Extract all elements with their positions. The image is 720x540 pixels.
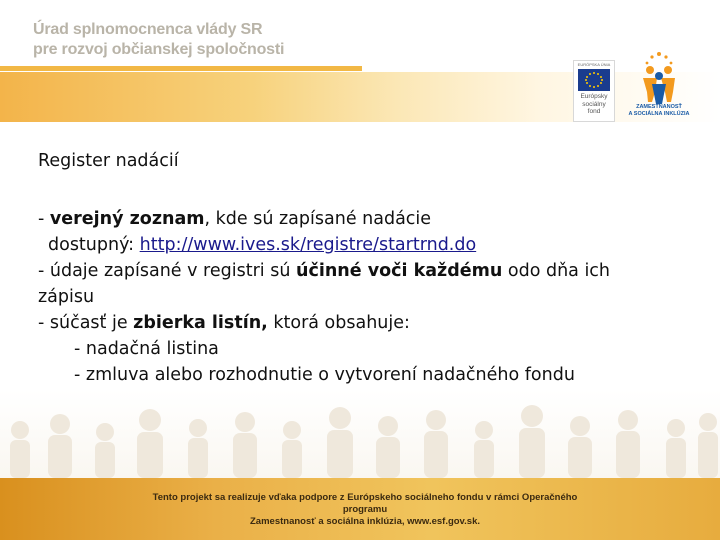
crowd-silhouette-icon (0, 390, 720, 478)
item1-rest: , kde sú zapísané nadácie (204, 209, 432, 229)
item2-rest: odo dňa ich (502, 261, 611, 281)
employment-logo-line1: ZAMESTNANOSŤ (636, 104, 682, 110)
employment-logo-text (628, 104, 690, 118)
list-item (38, 206, 688, 232)
eu-logo-caption: EURÓPSKA ÚNIA (577, 62, 611, 67)
employment-inclusion-logo (628, 48, 690, 122)
footer-line2: Zamestnanosť a sociálna inklúzia, www.esf.gov.sk. (250, 516, 480, 527)
slide-title: Register nadácií (38, 151, 179, 171)
item2-prefix: - údaje zapísané v registri sú (38, 261, 296, 281)
item3-rest: ktorá obsahuje: (267, 313, 410, 333)
sub-list-item: - nadačná listina (74, 339, 219, 359)
item1-cont: dostupný: (48, 235, 140, 255)
list-item (38, 310, 688, 336)
esf-logo-text (574, 93, 614, 116)
employment-logo-line2: A SOCIÁLNA INKLÚZIA (628, 111, 690, 117)
footer-line1: Tento projekt sa realizuje vďaka podpore z Európskeho sociálneho fondu v rámci Operačného programu (152, 492, 578, 515)
esf-logo-line3: fond (587, 108, 601, 115)
header-accent-line (0, 66, 362, 71)
footer-funding-note (140, 492, 590, 528)
sub-list-item: - zmluva alebo rozhodnutie o vytvorení nadačného fondu (74, 365, 575, 385)
esf-logo-line2: sociálny (582, 100, 606, 108)
item3-bold: zbierka listín, (133, 313, 268, 333)
list-item-continuation (38, 232, 688, 258)
organization-title (33, 20, 284, 60)
organization-title-line2: pre rozvoj občianskej spoločnosti (33, 41, 285, 58)
item1-prefix: - (38, 209, 50, 229)
esf-logo (573, 60, 615, 122)
esf-logo-line1: Európsky (580, 93, 608, 100)
item3-prefix: - súčasť je (38, 313, 134, 333)
people-figures-icon (628, 48, 690, 104)
eu-flag-icon (578, 69, 610, 91)
list-item-continuation: zápisu (38, 287, 95, 307)
organization-title-line1: Úrad splnomocnenca vlády SR (33, 21, 263, 38)
registry-link[interactable]: http://www.ives.sk/registre/startrnd.do (139, 235, 477, 255)
slide-content (38, 150, 688, 414)
list-item (38, 258, 688, 284)
slide-header (0, 0, 720, 122)
footer-crowd-silhouette (0, 390, 720, 478)
item1-bold: verejný zoznam (49, 209, 205, 229)
item2-bold: účinné voči každému (295, 261, 503, 281)
